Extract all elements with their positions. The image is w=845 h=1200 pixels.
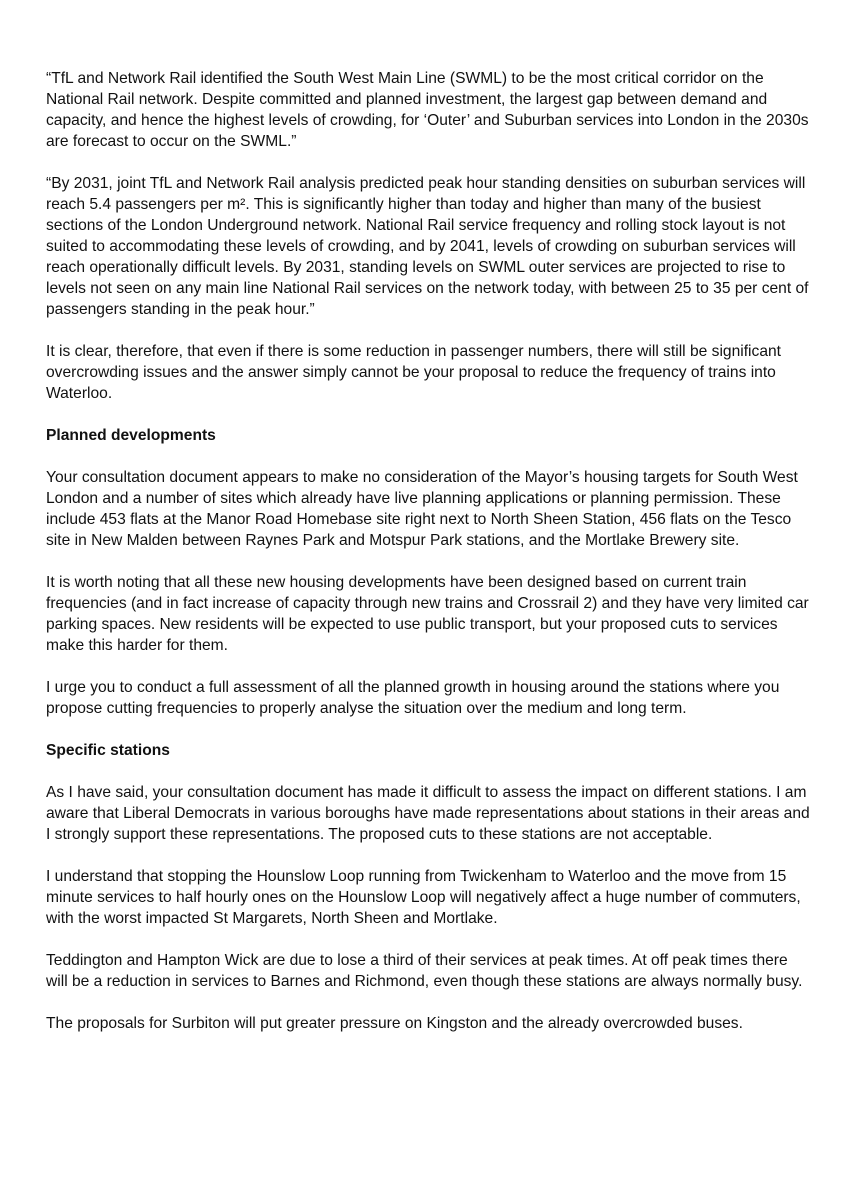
document-page xyxy=(46,68,811,1055)
paragraph-surbiton: The proposals for Surbiton will put greater pressure on Kingston and the already overcrowded buses. xyxy=(46,1015,743,1032)
paragraph-overcrowding-conclusion: It is clear, therefore, that even if there is some reduction in passenger numbers, there will still be significant overcrowding issues and the answer simply cannot be your proposal to reduce the frequency of trains into Waterloo. xyxy=(46,343,781,402)
heading-planned-developments: Planned developments xyxy=(46,427,216,444)
paragraph-station-impact: As I have said, your consultation document has made it difficult to assess the impact on different stations. I am aware that Liberal Democrats in various boroughs have made representations about stations in their areas and I strongly support these representations. The proposed cuts to these stations are not acceptable. xyxy=(46,784,810,843)
heading-specific-stations: Specific stations xyxy=(46,742,170,759)
paragraph-teddington: Teddington and Hampton Wick are due to lose a third of their services at peak times. At off peak times there will be a reduction in services to Barnes and Richmond, even though these stations are always normally busy. xyxy=(46,952,803,990)
paragraph-housing-transport: It is worth noting that all these new housing developments have been designed based on current train frequencies (and in fact increase of capacity through new trains and Crossrail 2) and they have very limited car parking spaces. New residents will be expected to use public transport, but your proposed cuts to services make this harder for them. xyxy=(46,574,809,654)
quote-standing-densities: “By 2031, joint TfL and Network Rail analysis predicted peak hour standing densities on suburban services will reach 5.4 passengers per m². This is significantly higher than today and higher than many of the busiest sections of the London Underground network. National Rail service frequency and rolling stock layout is not suited to accommodating these levels of crowding, and by 2041, levels of crowding on suburban services will reach operationally difficult levels. By 2031, standing levels on SWML outer services are projected to rise to levels not seen on any main line National Rail services on the network today, with between 25 to 35 per cent of passengers standing in the peak hour.” xyxy=(46,175,809,318)
quote-swml-corridor: “TfL and Network Rail identified the South West Main Line (SWML) to be the most critical corridor on the National Rail network. Despite committed and planned investment, the largest gap between demand and capacity, and hence the highest levels of crowding, for ‘Outer’ and Suburban services into London in the 2030s are forecast to occur on the SWML.” xyxy=(46,70,809,150)
paragraph-housing-targets: Your consultation document appears to make no consideration of the Mayor’s housing targets for South West London and a number of sites which already have live planning applications or planning permission. These include 453 flats at the Manor Road Homebase site right next to North Sheen Station, 456 flats on the Tesco site in New Malden between Raynes Park and Motspur Park stations, and the Mortlake Brewery site. xyxy=(46,469,798,549)
paragraph-assessment-request: I urge you to conduct a full assessment of all the planned growth in housing around the stations where you propose cutting frequencies to properly analyse the situation over the medium and long term. xyxy=(46,679,780,717)
paragraph-hounslow-loop: I understand that stopping the Hounslow Loop running from Twickenham to Waterloo and the move from 15 minute services to half hourly ones on the Hounslow Loop will negatively affect a huge number of commuters, with the worst impacted St Margarets, North Sheen and Mortlake. xyxy=(46,868,801,927)
